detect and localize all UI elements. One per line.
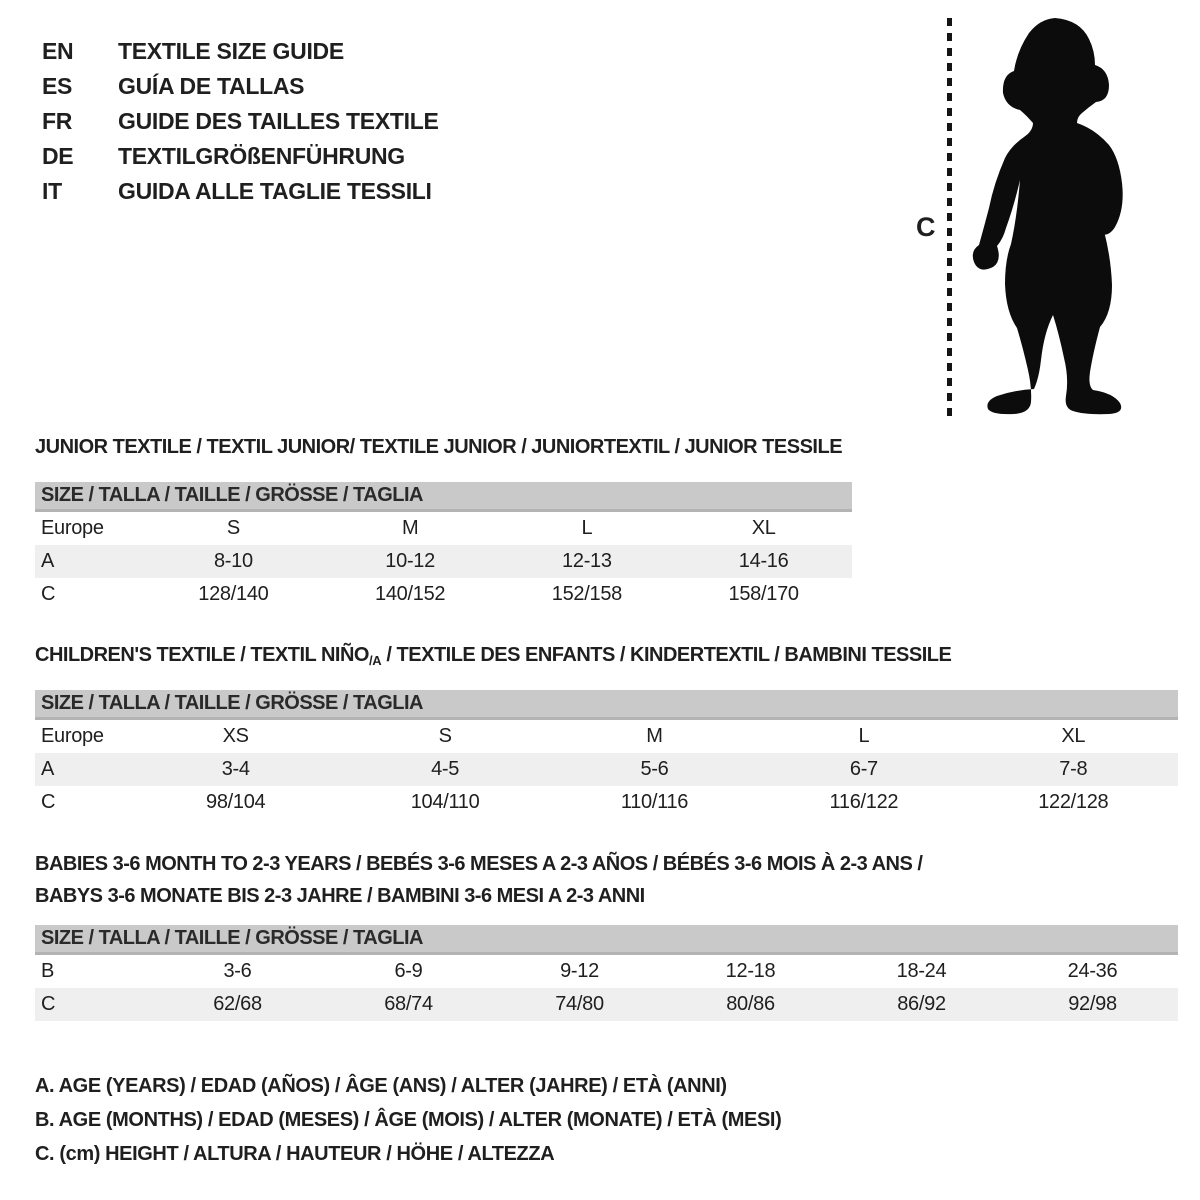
cell: 18-24: [896, 960, 947, 982]
height-marker-label: C: [916, 212, 936, 242]
lang-code-it: IT: [42, 178, 62, 204]
lang-row-fr: [42, 104, 439, 139]
legend-line-c: C. (cm) HEIGHT / ALTURA / HAUTEUR / HÖHE / ALTEZZA: [35, 1143, 555, 1165]
cell: XL: [751, 517, 776, 539]
lang-row-es: [42, 69, 439, 104]
lang-code-en: EN: [42, 38, 74, 64]
children-title-main: CHILDREN'S TEXTILE / TEXTIL NIÑO: [35, 644, 369, 666]
lang-label-en: TEXTILE SIZE GUIDE: [118, 38, 344, 64]
children-row-height: [35, 786, 1178, 819]
cell: 116/122: [829, 791, 899, 813]
row-label: Europe: [41, 725, 104, 747]
cell: 10-12: [385, 550, 435, 572]
cell: 122/128: [1038, 791, 1109, 813]
cell: 158/170: [728, 583, 799, 605]
cell: L: [581, 517, 593, 539]
children-section-title: [35, 644, 951, 668]
babies-size-header-bar: SIZE / TALLA / TAILLE / GRÖSSE / TAGLIA: [35, 925, 1178, 955]
language-title-block: [42, 34, 439, 209]
junior-row-age: [35, 545, 852, 578]
cell: 6-7: [849, 758, 878, 780]
cell: 74/80: [555, 993, 604, 1015]
lang-label-fr: GUIDE DES TAILLES TEXTILE: [118, 108, 439, 134]
cell: S: [438, 725, 452, 747]
cell: 4-5: [431, 758, 460, 780]
junior-row-height: [35, 578, 852, 611]
lang-label-it: GUIDA ALLE TAGLIE TESSILI: [118, 178, 432, 204]
cell: 5-6: [640, 758, 669, 780]
cell: 12-13: [562, 550, 612, 572]
cell: S: [226, 517, 240, 539]
lang-row-de: [42, 139, 439, 174]
legend-line-b: B. AGE (MONTHS) / EDAD (MESES) / ÂGE (MOIS) / ALTER (MONATE) / ETÀ (MESI): [35, 1109, 782, 1131]
cell: XL: [1061, 725, 1086, 747]
cell: M: [401, 517, 419, 539]
cell: 14-16: [738, 550, 789, 572]
cell: 3-4: [221, 758, 250, 780]
cell: L: [858, 725, 870, 747]
children-row-age: [35, 753, 1178, 786]
lang-code-es: ES: [42, 73, 73, 99]
cell: 62/68: [213, 993, 262, 1015]
cell: 24-36: [1067, 960, 1118, 982]
children-row-europe: [35, 720, 1178, 753]
cell: 12-18: [725, 960, 776, 982]
row-label: B: [41, 960, 55, 982]
lang-label-es: GUÍA DE TALLAS: [118, 73, 305, 99]
row-label: C: [41, 791, 56, 813]
children-title-rest: / TEXTILE DES ENFANTS / KINDERTEXTIL / BAMBINI TESSILE: [381, 644, 952, 666]
cell: 7-8: [1059, 758, 1088, 780]
cell: 98/104: [206, 791, 266, 813]
cell: M: [646, 725, 663, 747]
junior-size-table: [35, 482, 852, 611]
junior-row-europe: [35, 512, 852, 545]
toddler-silhouette-image: [962, 15, 1140, 417]
cell: 3-6: [223, 960, 252, 982]
cell: 86/92: [897, 993, 946, 1015]
lang-row-it: [42, 174, 439, 209]
lang-code-fr: FR: [42, 108, 73, 134]
row-label: C: [41, 583, 56, 605]
cell: 128/140: [198, 583, 269, 605]
lang-code-de: DE: [42, 143, 74, 169]
children-size-header-bar: SIZE / TALLA / TAILLE / GRÖSSE / TAGLIA: [35, 690, 1178, 720]
children-title-subscript: /A: [368, 653, 382, 668]
cell: XS: [222, 725, 249, 747]
cell: 8-10: [213, 550, 253, 572]
cell: 6-9: [394, 960, 423, 982]
cell: 140/152: [375, 583, 446, 605]
cell: 92/98: [1068, 993, 1117, 1015]
junior-size-header-bar: SIZE / TALLA / TAILLE / GRÖSSE / TAGLIA: [35, 482, 852, 512]
row-label: A: [41, 758, 55, 780]
cell: 104/110: [410, 791, 480, 813]
cell: 152/158: [551, 583, 622, 605]
cell: 9-12: [560, 960, 599, 982]
cell: 110/116: [620, 791, 689, 813]
row-label: Europe: [41, 517, 104, 539]
cell: 80/86: [726, 993, 775, 1015]
junior-section-title: JUNIOR TEXTILE / TEXTIL JUNIOR/ TEXTILE JUNIOR / JUNIORTEXTIL / JUNIOR TESSILE: [35, 436, 843, 458]
babies-row-months: [35, 955, 1178, 988]
legend-line-a: A. AGE (YEARS) / EDAD (AÑOS) / ÂGE (ANS) / ALTER (JAHRE) / ETÀ (ANNI): [35, 1075, 727, 1097]
cell: 68/74: [384, 993, 433, 1015]
row-label: A: [41, 550, 55, 572]
legend-block: [35, 1069, 781, 1171]
children-size-table: [35, 690, 1178, 819]
babies-section-title-line2: BABYS 3-6 MONATE BIS 2-3 JAHRE / BAMBINI 3-6 MESI A 2-3 ANNI: [35, 885, 645, 907]
babies-size-table: [35, 925, 1178, 1021]
lang-row-en: [42, 34, 439, 69]
babies-row-height: [35, 988, 1178, 1021]
row-label: C: [41, 993, 56, 1015]
lang-label-de: TEXTILGRÖßENFÜHRUNG: [118, 143, 405, 169]
height-measure-dashed-line: [947, 18, 952, 416]
babies-section-title-line1: BABIES 3-6 MONTH TO 2-3 YEARS / BEBÉS 3-6 MESES A 2-3 AÑOS / BÉBÉS 3-6 MOIS À 2-3 ANS /: [35, 853, 923, 875]
